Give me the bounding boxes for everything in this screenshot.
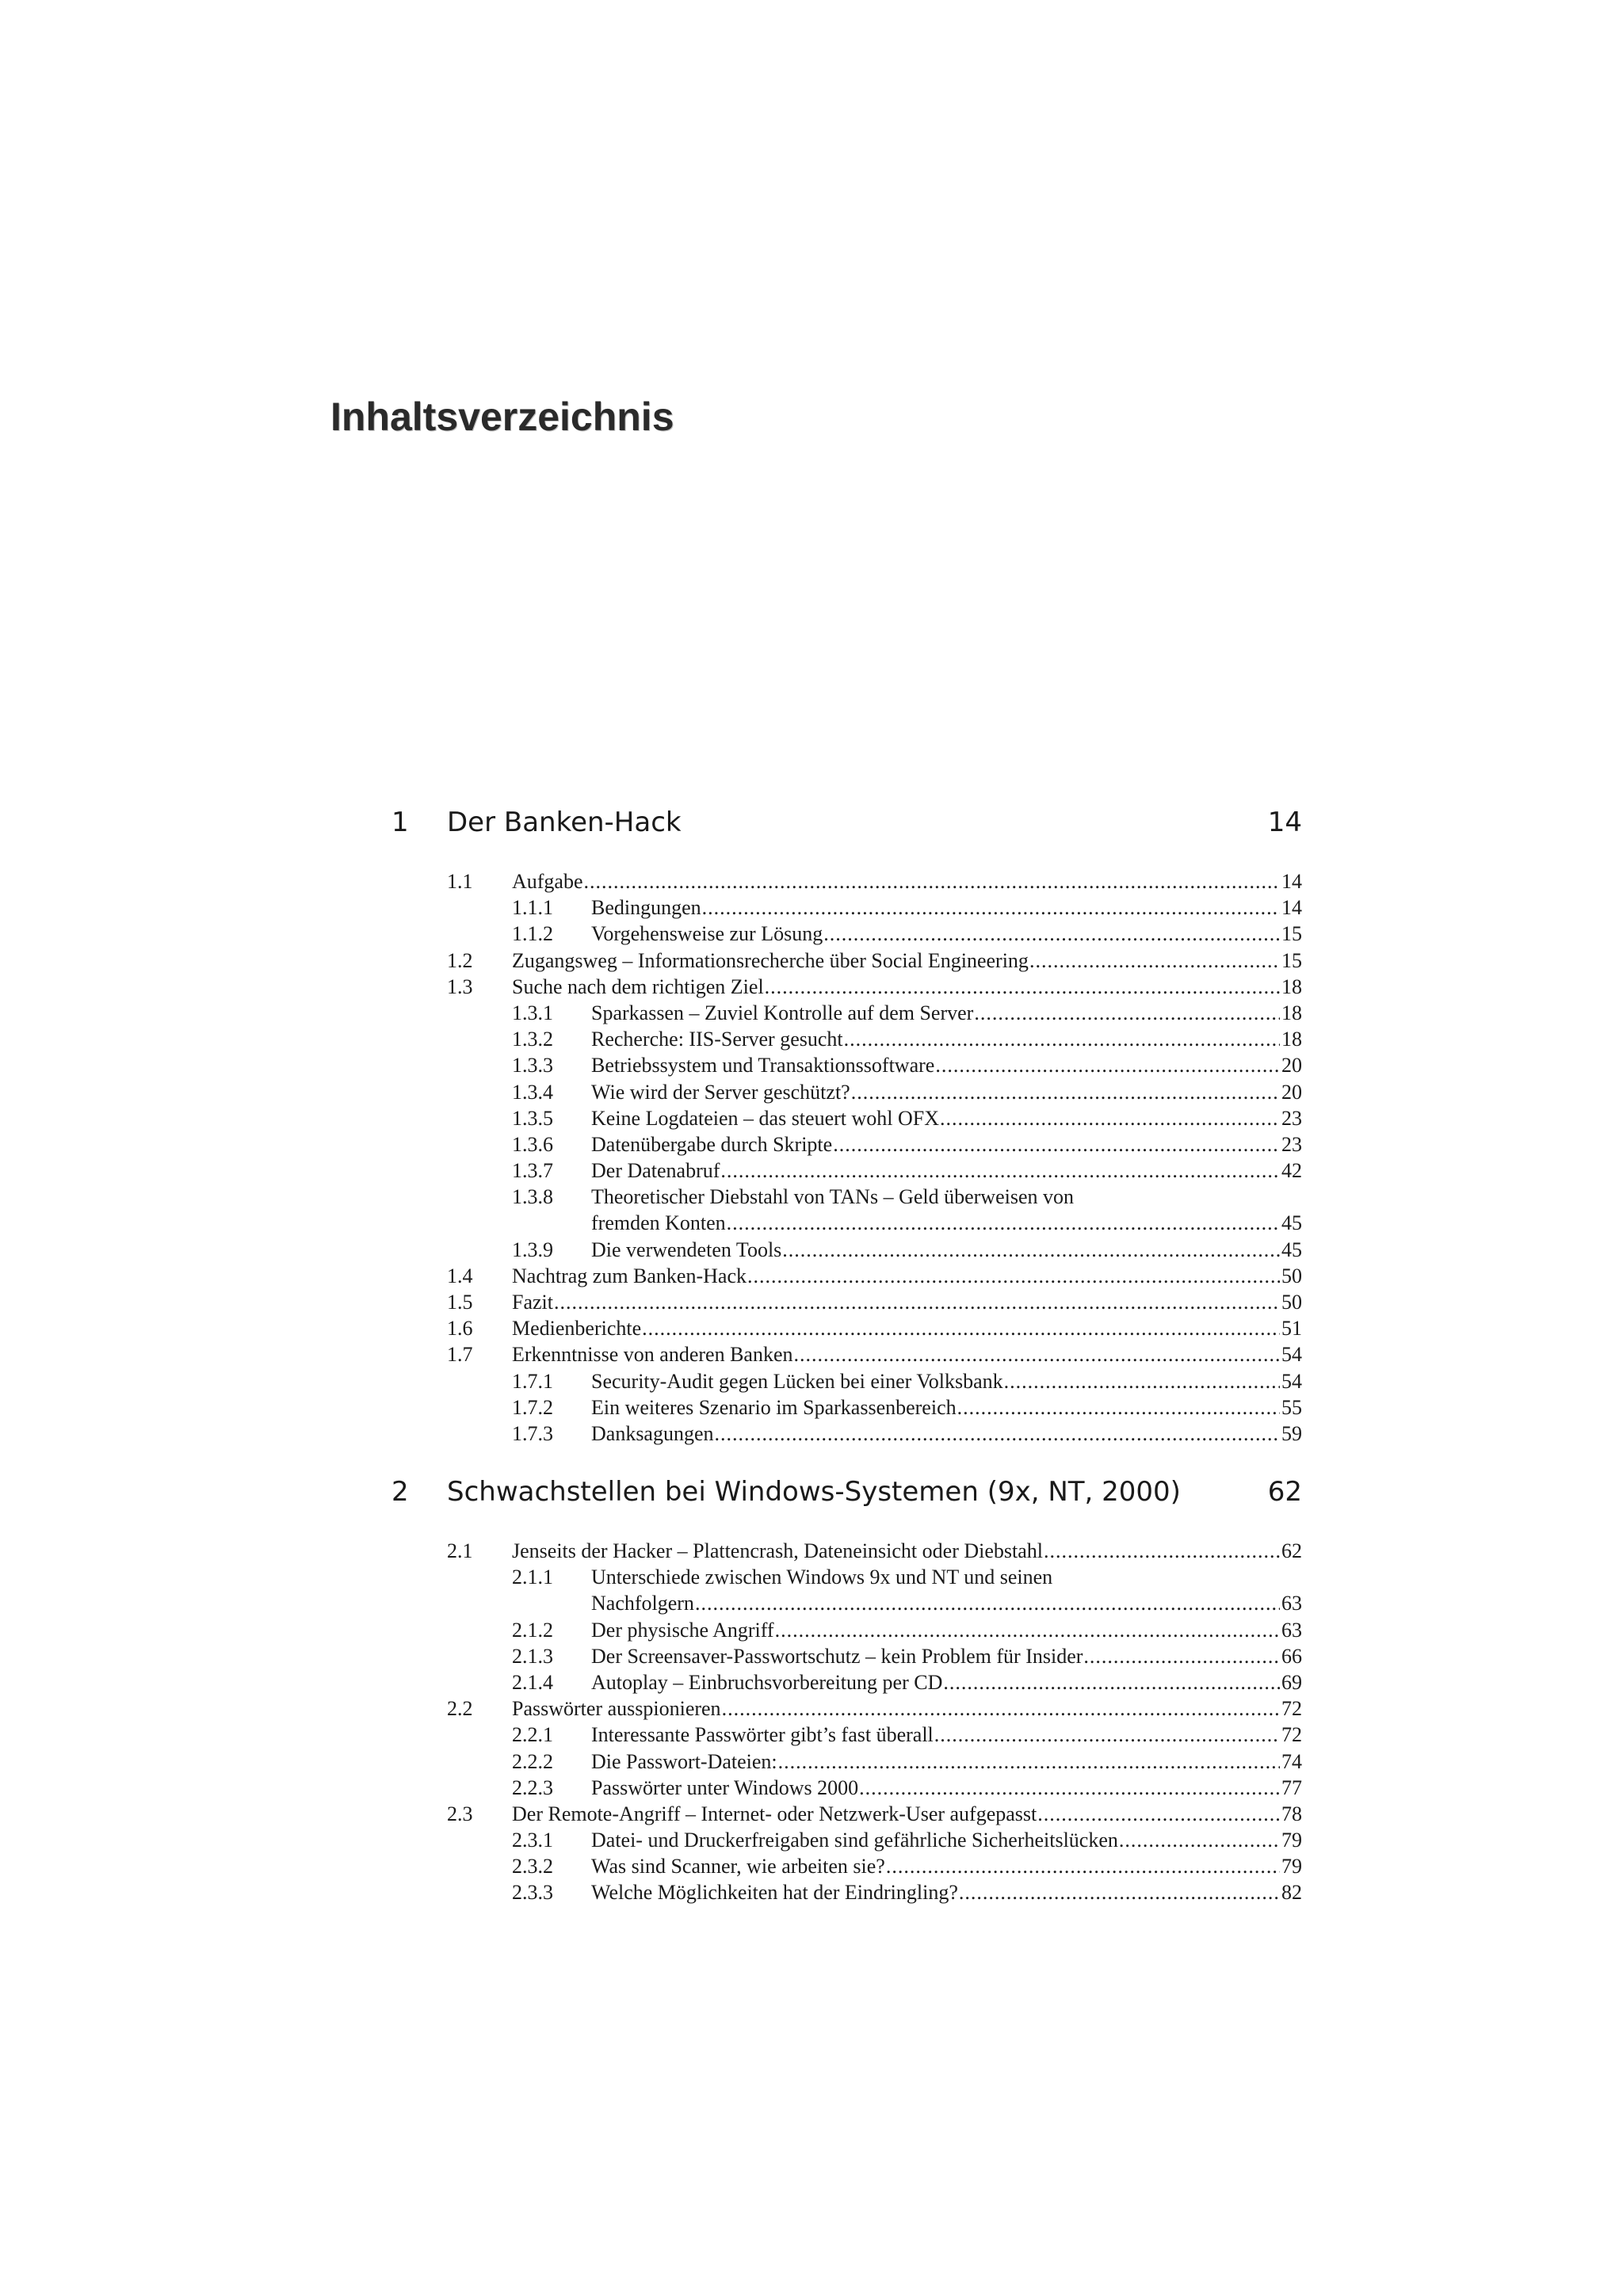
entry-number: 1.1 — [447, 870, 473, 893]
entry-page-number: 18 — [1281, 974, 1302, 998]
chapter-page-number: 62 — [1267, 1476, 1302, 1508]
entry-title: Autoplay – Einbruchsvorbereitung per CD — [591, 1670, 943, 1694]
toc-entry — [391, 1237, 1302, 1263]
entry-page-number: 59 — [1281, 1421, 1302, 1445]
dot-leader — [957, 1394, 1280, 1421]
entry-page-number: 79 — [1281, 1855, 1302, 1878]
entry-title: Der Screensaver-Passwortschutz – kein Problem für Insider — [591, 1644, 1083, 1668]
dot-leader — [935, 1052, 1280, 1078]
toc-entry — [391, 1722, 1302, 1748]
entry-number: 1.3 — [447, 974, 473, 998]
entry-number: 2.2.1 — [512, 1723, 553, 1747]
entry-title: Danksagungen — [591, 1421, 714, 1445]
entry-number: 2.1.2 — [512, 1618, 553, 1642]
dot-leader — [1029, 948, 1280, 974]
toc-entry — [391, 1879, 1302, 1905]
toc-entry — [391, 1079, 1302, 1105]
entry-title: Keine Logdateien – das steuert wohl OFX — [591, 1106, 940, 1130]
entry-page-number: 72 — [1281, 1723, 1302, 1747]
dot-leader — [833, 1131, 1280, 1158]
entry-title: Vorgehensweise zur Lösung — [591, 922, 823, 946]
entry-page-number: 78 — [1281, 1802, 1302, 1825]
entry-title: Passwörter ausspionieren — [512, 1697, 721, 1721]
dot-leader — [747, 1263, 1280, 1289]
entry-title: Suche nach dem richtigen Ziel — [512, 974, 764, 998]
entry-title: Der Remote-Angriff – Internet- oder Netzwerk-User aufgepasst — [512, 1802, 1037, 1825]
entry-title: Sparkassen – Zuviel Kontrolle auf dem Server — [591, 1001, 974, 1024]
toc-entry — [391, 1643, 1302, 1669]
dot-leader — [778, 1749, 1280, 1775]
entry-page-number: 20 — [1281, 1080, 1302, 1104]
dot-leader — [851, 1079, 1280, 1105]
toc-entry — [391, 974, 1302, 1000]
dot-leader — [765, 974, 1280, 1000]
chapter-heading — [391, 1468, 1302, 1516]
toc-entry — [391, 1184, 1302, 1210]
toc-entry-continuation — [391, 1210, 1302, 1236]
entry-number: 2.1.4 — [512, 1670, 553, 1694]
entry-title: Datenübergabe durch Skripte — [591, 1132, 833, 1156]
dot-leader — [782, 1237, 1280, 1263]
dot-leader — [844, 1026, 1280, 1052]
entry-number: 1.3.4 — [512, 1080, 553, 1104]
toc-entry — [391, 1000, 1302, 1026]
entry-page-number: 42 — [1281, 1159, 1302, 1183]
entry-page-number: 18 — [1281, 1028, 1302, 1051]
entry-title: Datei- und Druckerfreigaben sind gefährliche Sicherheitslücken — [591, 1829, 1118, 1852]
toc-entry — [391, 1131, 1302, 1158]
toc-entry — [391, 1289, 1302, 1315]
entry-page-number: 82 — [1281, 1881, 1302, 1905]
dot-leader — [959, 1879, 1280, 1905]
entry-page-number: 72 — [1281, 1697, 1302, 1721]
entry-number: 1.3.2 — [512, 1028, 553, 1051]
toc-chapter-2 — [391, 1468, 1302, 1906]
dot-leader — [940, 1105, 1280, 1131]
entry-page-number: 79 — [1281, 1829, 1302, 1852]
entry-page-number: 15 — [1281, 922, 1302, 946]
entry-title: Erkenntnisse von anderen Banken — [512, 1343, 793, 1367]
entry-title: Fazit — [512, 1291, 553, 1314]
chapter-entries — [391, 1538, 1302, 1906]
entry-title-continued: Nachfolgern — [591, 1592, 694, 1615]
entry-page-number: 18 — [1281, 1001, 1302, 1024]
chapter-number: 2 — [391, 1476, 409, 1508]
entry-title: Zugangsweg – Informationsrecherche über Social Engineering — [512, 948, 1029, 972]
toc-entry — [391, 1263, 1302, 1289]
entry-page-number: 66 — [1281, 1644, 1302, 1668]
toc-entry — [391, 1617, 1302, 1643]
entry-title: Welche Möglichkeiten hat der Eindringling? — [591, 1881, 958, 1905]
toc-entry — [391, 1368, 1302, 1394]
toc-entry — [391, 1564, 1302, 1590]
entry-number: 1.6 — [447, 1317, 473, 1341]
entry-number: 1.3.5 — [512, 1106, 553, 1130]
toc-entry — [391, 1026, 1302, 1052]
entry-title: Was sind Scanner, wie arbeiten sie? — [591, 1855, 885, 1878]
dot-leader — [886, 1853, 1280, 1879]
toc-entry — [391, 868, 1302, 894]
dot-leader — [554, 1289, 1280, 1315]
dot-leader — [934, 1722, 1280, 1748]
dot-leader — [823, 921, 1280, 947]
dot-leader — [1037, 1801, 1280, 1827]
entry-number: 2.3.3 — [512, 1881, 553, 1905]
entry-title: Passwörter unter Windows 2000 — [591, 1775, 859, 1799]
entry-page-number: 69 — [1281, 1670, 1302, 1694]
dot-leader — [642, 1315, 1280, 1341]
entry-number: 1.4 — [447, 1264, 473, 1287]
entry-page-number: 54 — [1281, 1369, 1302, 1393]
entry-page-number: 23 — [1281, 1132, 1302, 1156]
toc-entry — [391, 1052, 1302, 1078]
entry-page-number: 63 — [1281, 1592, 1302, 1615]
entry-number: 1.3.9 — [512, 1238, 553, 1261]
toc-entry — [391, 1341, 1302, 1367]
toc-entry — [391, 1394, 1302, 1421]
entry-number: 1.1.1 — [512, 896, 553, 920]
entry-number: 2.3 — [447, 1802, 473, 1825]
entry-number: 2.1.1 — [512, 1566, 553, 1589]
entry-number: 2.3.2 — [512, 1855, 553, 1878]
entry-number: 2.1.3 — [512, 1644, 553, 1668]
entry-page-number: 23 — [1281, 1106, 1302, 1130]
dot-leader — [943, 1669, 1280, 1695]
toc-entry — [391, 1775, 1302, 1801]
entry-title: Unterschiede zwischen Windows 9x und NT und seinen — [591, 1566, 1053, 1589]
toc-entry — [391, 1669, 1302, 1695]
toc-entry — [391, 1827, 1302, 1853]
entry-title: Aufgabe — [512, 870, 583, 893]
entry-page-number: 74 — [1281, 1749, 1302, 1773]
entry-title: Wie wird der Server geschützt? — [591, 1080, 850, 1104]
chapter-page-number: 14 — [1267, 807, 1302, 838]
entry-page-number: 45 — [1281, 1238, 1302, 1261]
toc-entry-continuation — [391, 1590, 1302, 1616]
toc-entry — [391, 1749, 1302, 1775]
dot-leader — [1004, 1368, 1280, 1394]
entry-number: 1.7.3 — [512, 1421, 553, 1445]
toc-entry — [391, 1421, 1302, 1447]
entry-number: 2.3.1 — [512, 1829, 553, 1852]
entry-title: Ein weiteres Szenario im Sparkassenbereich — [591, 1395, 957, 1419]
chapter-number: 1 — [391, 807, 409, 838]
toc-entry — [391, 1315, 1302, 1341]
entry-number: 1.3.8 — [512, 1185, 553, 1209]
toc-entry — [391, 921, 1302, 947]
entry-title: Nachtrag zum Banken-Hack — [512, 1264, 747, 1287]
dot-leader — [974, 1000, 1280, 1026]
dot-leader — [702, 894, 1280, 921]
entry-page-number: 20 — [1281, 1054, 1302, 1077]
dot-leader — [859, 1775, 1280, 1801]
toc-entry — [391, 1105, 1302, 1131]
entry-number: 1.3.1 — [512, 1001, 553, 1024]
entry-title-continued: fremden Konten — [591, 1211, 726, 1235]
toc-entry — [391, 1695, 1302, 1722]
entry-page-number: 63 — [1281, 1618, 1302, 1642]
entry-title: Betriebssystem und Transaktionssoftware — [591, 1054, 935, 1077]
dot-leader — [794, 1341, 1280, 1367]
entry-number: 1.3.3 — [512, 1054, 553, 1077]
entry-page-number: 45 — [1281, 1211, 1302, 1235]
entry-page-number: 55 — [1281, 1395, 1302, 1419]
entry-page-number: 77 — [1281, 1775, 1302, 1799]
entry-number: 1.7.2 — [512, 1395, 553, 1419]
toc-entry — [391, 1158, 1302, 1184]
entry-page-number: 15 — [1281, 948, 1302, 972]
entry-title: Der Datenabruf — [591, 1159, 720, 1183]
toc-entry — [391, 948, 1302, 974]
toc-entry — [391, 1853, 1302, 1879]
dot-leader — [722, 1695, 1280, 1722]
entry-title: Die verwendeten Tools — [591, 1238, 782, 1261]
dot-leader — [1044, 1538, 1280, 1564]
entry-number: 1.7 — [447, 1343, 473, 1367]
entry-title: Die Passwort-Dateien: — [591, 1749, 777, 1773]
entry-page-number: 14 — [1281, 870, 1302, 893]
toc-chapter-1 — [391, 799, 1302, 1447]
dot-leader — [715, 1421, 1280, 1447]
page-title: Inhaltsverzeichnis — [330, 395, 674, 439]
entry-number: 1.3.7 — [512, 1159, 553, 1183]
dot-leader — [695, 1590, 1280, 1616]
entry-page-number: 14 — [1281, 896, 1302, 920]
entry-page-number: 50 — [1281, 1291, 1302, 1314]
entry-number: 2.2.3 — [512, 1775, 553, 1799]
entry-number: 2.2.2 — [512, 1749, 553, 1773]
entry-page-number: 62 — [1281, 1539, 1302, 1562]
toc-entry — [391, 1801, 1302, 1827]
entry-number: 1.1.2 — [512, 922, 553, 946]
chapter-heading — [391, 799, 1302, 846]
entry-number: 1.5 — [447, 1291, 473, 1314]
entry-title: Security-Audit gegen Lücken bei einer Volksbank — [591, 1369, 1003, 1393]
toc-entry — [391, 894, 1302, 921]
entry-title: Interessante Passwörter gibt’s fast überall — [591, 1723, 934, 1747]
entry-page-number: 54 — [1281, 1343, 1302, 1367]
entry-page-number: 50 — [1281, 1264, 1302, 1287]
entry-title: Medienberichte — [512, 1317, 642, 1341]
entry-number: 1.7.1 — [512, 1369, 553, 1393]
dot-leader — [775, 1617, 1280, 1643]
entry-number: 2.2 — [447, 1697, 473, 1721]
entry-title: Bedingungen — [591, 896, 701, 920]
entry-number: 1.3.6 — [512, 1132, 553, 1156]
entry-page-number: 51 — [1281, 1317, 1302, 1341]
entry-number: 2.1 — [447, 1539, 473, 1562]
entry-title: Der physische Angriff — [591, 1618, 774, 1642]
entry-title: Recherche: IIS-Server gesucht — [591, 1028, 843, 1051]
dot-leader — [584, 868, 1280, 894]
dot-leader — [1083, 1643, 1280, 1669]
dot-leader — [720, 1158, 1280, 1184]
chapter-title: Der Banken-Hack — [447, 807, 682, 838]
toc-entry — [391, 1538, 1302, 1564]
dot-leader — [727, 1210, 1280, 1236]
chapter-title: Schwachstellen bei Windows-Systemen (9x, NT, 2000) — [447, 1476, 1181, 1508]
entry-title: Theoretischer Diebstahl von TANs – Geld überweisen von — [591, 1185, 1075, 1209]
dot-leader — [1119, 1827, 1280, 1853]
entry-title: Jenseits der Hacker – Plattencrash, Dateneinsicht oder Diebstahl — [512, 1539, 1043, 1562]
chapter-entries — [391, 868, 1302, 1447]
entry-number: 1.2 — [447, 948, 473, 972]
